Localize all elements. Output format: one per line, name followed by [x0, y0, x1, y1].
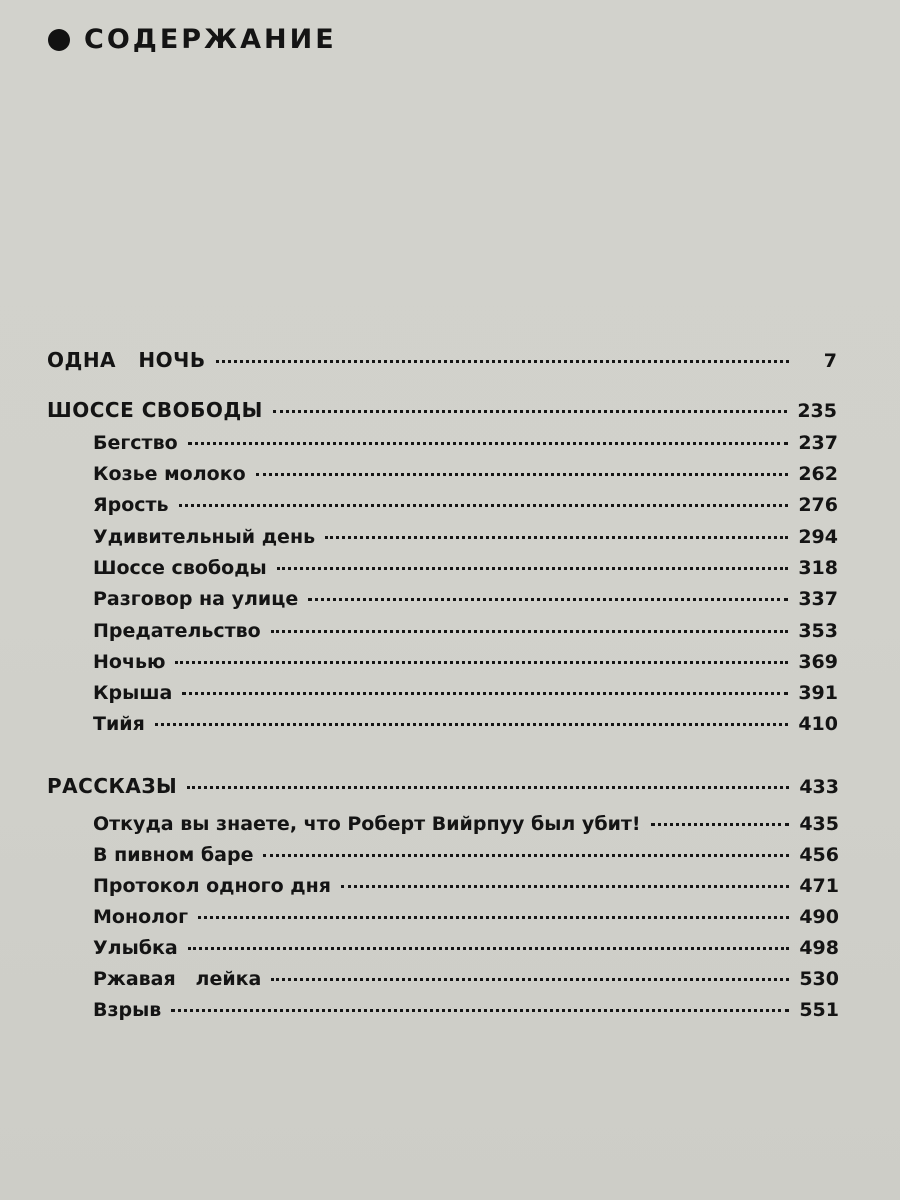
page-number: 433	[799, 776, 839, 798]
dot-leader	[651, 823, 790, 826]
page-number: 237	[798, 432, 838, 454]
dot-leader	[182, 692, 788, 695]
page-number: 551	[799, 999, 839, 1021]
page-number: 369	[798, 651, 838, 673]
toc-entry-title: Козье молоко	[93, 463, 246, 485]
dot-leader	[271, 630, 789, 633]
toc-entry-row	[93, 906, 839, 928]
toc-entry-title: Шоссе свободы	[93, 557, 267, 579]
page-number: 353	[798, 620, 838, 642]
page-number: 294	[798, 526, 838, 548]
dot-leader	[341, 885, 789, 888]
toc-entry-row	[93, 999, 839, 1021]
dot-leader	[188, 947, 790, 950]
toc-entry-row	[93, 620, 838, 642]
toc-section-title: РАССКАЗЫ	[47, 774, 178, 798]
toc-entry-row	[93, 968, 839, 990]
dot-leader	[198, 916, 789, 919]
toc-entry-title: Протокол одного дня	[93, 875, 331, 897]
page-number: 235	[797, 400, 837, 422]
toc-entry-title: Откуда вы знаете, что Роберт Вийрпуу был убит!	[93, 813, 641, 835]
toc-entry-title: Монолог	[93, 906, 189, 928]
page-number: 318	[798, 557, 838, 579]
toc-entry-title: Бегство	[93, 432, 178, 454]
dot-leader	[171, 1009, 789, 1012]
page-number: 435	[799, 813, 839, 835]
dot-leader	[216, 360, 789, 363]
dot-leader	[263, 854, 789, 857]
toc-entry-row	[93, 494, 838, 516]
toc-entry-title: Взрыв	[93, 999, 162, 1021]
page-number: 276	[798, 494, 838, 516]
toc-entry-row	[93, 682, 838, 704]
page-number: 337	[798, 588, 838, 610]
dot-leader	[277, 567, 789, 570]
toc-entry-title: Улыбка	[93, 937, 178, 959]
contents-heading	[48, 24, 337, 55]
toc-entry-row	[93, 713, 838, 735]
dot-leader	[273, 410, 787, 413]
toc-entry-title: Ночью	[93, 651, 166, 673]
toc-entry-title: Ржавая лейка	[93, 968, 262, 990]
dot-leader	[187, 786, 789, 789]
toc-section-title: ОДНА НОЧЬ	[47, 348, 206, 372]
dot-leader	[188, 442, 789, 445]
toc-entry-row	[93, 463, 838, 485]
toc-entry-title: В пивном баре	[93, 844, 254, 866]
page-number: 456	[799, 844, 839, 866]
toc-entry-title: Предательство	[93, 620, 261, 642]
page-number: 530	[799, 968, 839, 990]
toc-entry-title: Удивительный день	[93, 526, 316, 548]
page-number: 490	[799, 906, 839, 928]
page-number: 498	[799, 937, 839, 959]
page-title: СОДЕРЖАНИЕ	[84, 24, 337, 55]
bullet-icon	[48, 29, 70, 51]
dot-leader	[179, 504, 789, 507]
toc-entry-row	[93, 937, 839, 959]
toc-entry-row	[93, 813, 839, 835]
page-number: 410	[798, 713, 838, 735]
toc-entry-title: Ярость	[93, 494, 169, 516]
toc-entry-row	[93, 432, 838, 454]
toc-entry-row	[93, 875, 839, 897]
toc-section-row	[47, 348, 837, 372]
page-number: 471	[799, 875, 839, 897]
toc-entry-row	[93, 526, 838, 548]
toc-entry-title: Тийя	[93, 713, 145, 735]
toc-section-title: ШОССЕ СВОБОДЫ	[47, 398, 263, 422]
page-number: 391	[798, 682, 838, 704]
page-number: 262	[798, 463, 838, 485]
toc-entry-row	[93, 651, 838, 673]
toc-section-row	[47, 398, 837, 422]
dot-leader	[175, 661, 788, 664]
page-number: 7	[823, 350, 837, 372]
toc-entry-title: Крыша	[93, 682, 173, 704]
dot-leader	[155, 723, 789, 726]
toc-entry-row	[93, 588, 838, 610]
toc-entry-title: Разговор на улице	[93, 588, 299, 610]
toc-entry-row	[93, 844, 839, 866]
dot-leader	[308, 598, 788, 601]
toc-entry-row	[93, 557, 838, 579]
toc-section-row	[47, 774, 839, 798]
dot-leader	[325, 536, 788, 539]
dot-leader	[256, 473, 789, 476]
dot-leader	[271, 978, 789, 981]
